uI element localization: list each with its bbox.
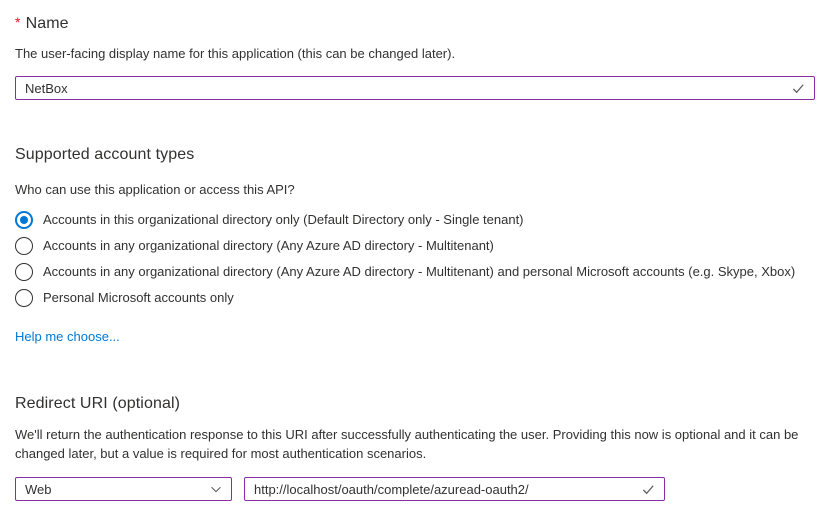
radio-label-0: Accounts in this organizational directory only (Default Directory only - Single tenant): [43, 212, 524, 227]
account-types-question: Who can use this application or access this API?: [15, 182, 295, 197]
radio-label-1: Accounts in any organizational directory (Any Azure AD directory - Multitenant): [43, 238, 494, 253]
name-section-title: [15, 12, 815, 34]
redirect-uri-controls: [15, 477, 815, 501]
redirect-uri-description: We'll return the authentication response to this URI after successfully authenticating the user. Providing this now is optional and it can be changed later, but a value is required for most authentication scenarios.: [15, 427, 799, 461]
radio-button-1[interactable]: [15, 237, 33, 255]
name-title-text: Name: [25, 15, 69, 32]
radio-label-2: Accounts in any organizational directory (Any Azure AD directory - Multitenant) and personal Microsoft accounts (e.g. Skype, Xbox): [43, 264, 796, 279]
radio-option-2[interactable]: [15, 259, 815, 285]
name-description: The user-facing display name for this application (this can be changed later).: [15, 46, 456, 61]
radio-button-2[interactable]: [15, 263, 33, 281]
redirect-uri-title: Redirect URI (optional): [15, 395, 181, 412]
account-types-radio-group: [15, 207, 815, 311]
radio-option-1[interactable]: [15, 233, 815, 259]
platform-select-dropdown[interactable]: [15, 477, 232, 501]
radio-button-3[interactable]: [15, 289, 33, 307]
radio-option-3[interactable]: [15, 285, 815, 311]
platform-select-value: Web: [25, 481, 52, 497]
chevron-down-icon: [209, 482, 223, 496]
radio-option-0[interactable]: [15, 207, 815, 233]
radio-button-0[interactable]: [15, 211, 33, 229]
account-types-title: Supported account types: [15, 146, 195, 163]
name-input-value: NetBox: [25, 80, 68, 96]
checkmark-icon: [641, 482, 656, 497]
app-registration-form: [0, 12, 829, 501]
name-input[interactable]: [15, 76, 815, 100]
redirect-uri-input[interactable]: [244, 477, 665, 501]
redirect-uri-value: http://localhost/oauth/complete/azuread-oauth2/: [254, 481, 529, 497]
radio-label-3: Personal Microsoft accounts only: [43, 290, 234, 305]
help-me-choose-link[interactable]: Help me choose...: [15, 329, 120, 344]
checkmark-icon: [791, 81, 806, 96]
required-asterisk: *: [15, 14, 21, 30]
